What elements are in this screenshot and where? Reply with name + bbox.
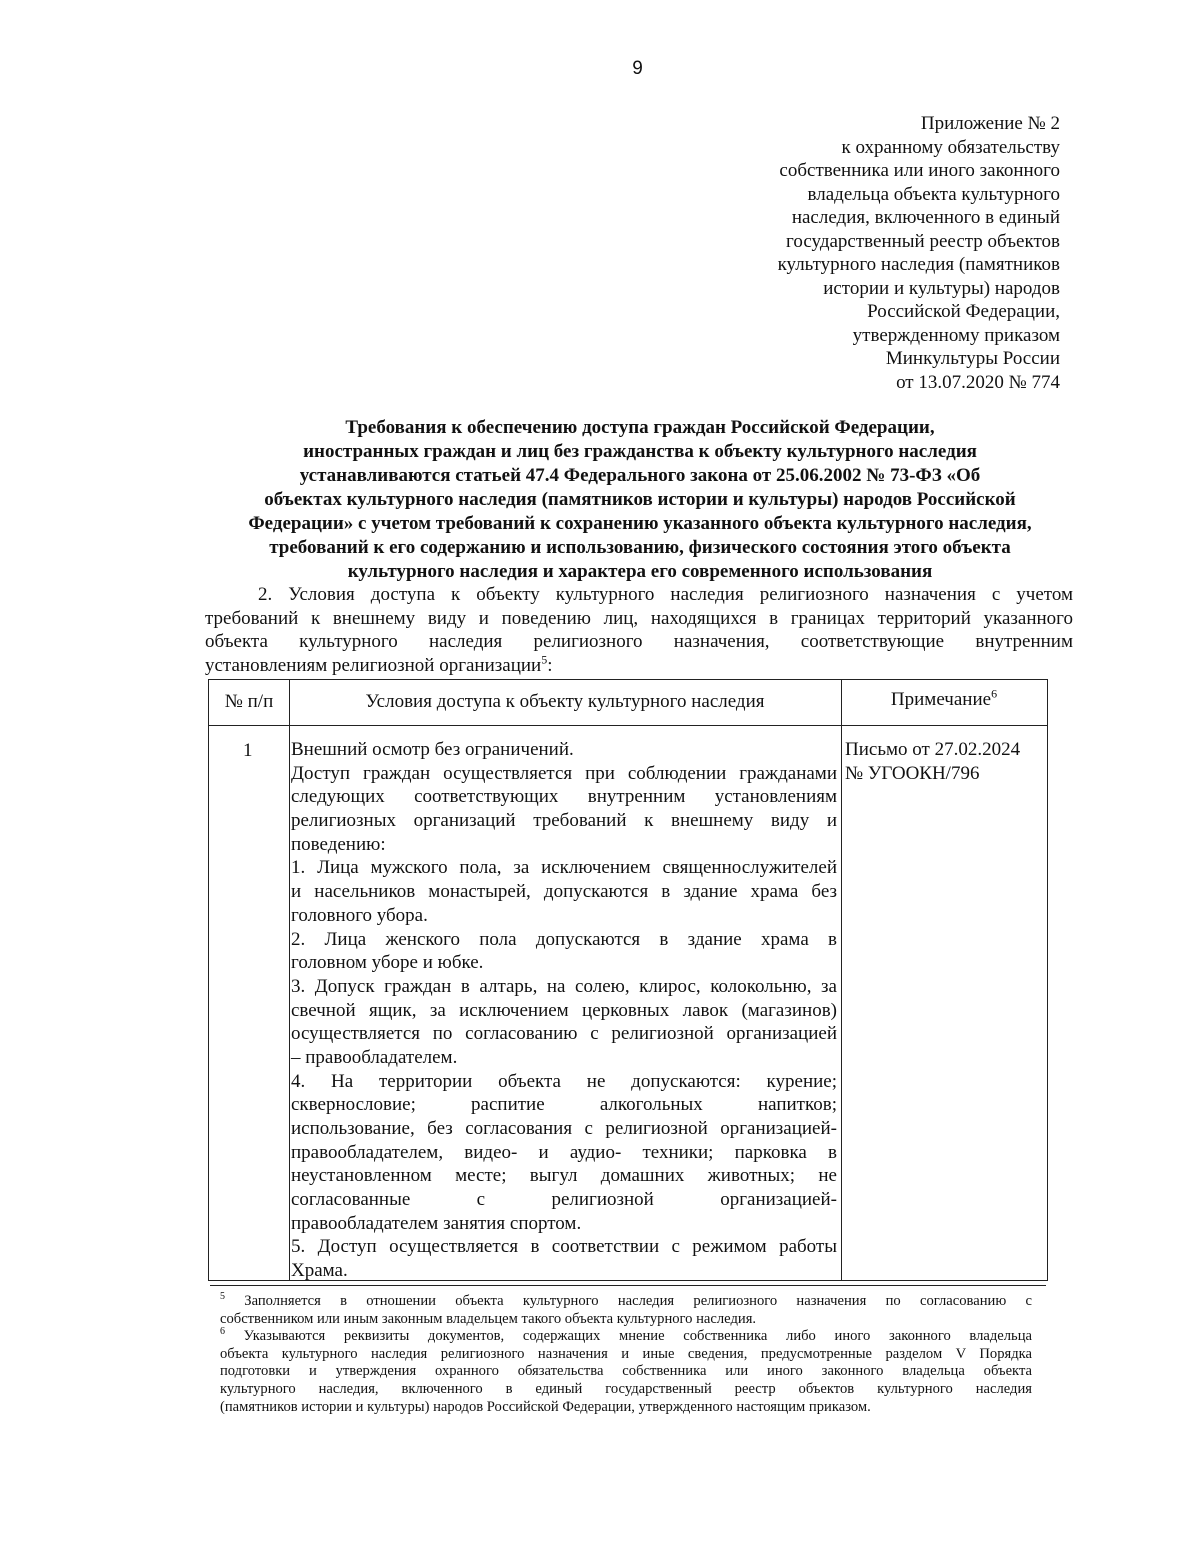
conditions-line: и насельников монастырей, допускаются в здание храма без xyxy=(291,881,837,903)
conditions-line: 3. Допуск граждан в алтарь, на солею, клирос, колокольню, за xyxy=(291,975,837,997)
conditions-line: Доступ граждан осуществляется при соблюдении гражданами xyxy=(291,762,837,784)
page-number: 9 xyxy=(632,58,643,79)
appendix-line: к охранному обязательству xyxy=(841,136,1060,158)
footnote-text: Заполняется в отношении объекта культурного наследия религиозного назначения по согласованию с xyxy=(244,1293,1032,1309)
conditions-line: использование, без согласования с религиозной организацией- xyxy=(291,1118,837,1139)
footnote-text: культурного наследия, включенного в единый государственный реестр объектов культурного наследия xyxy=(220,1380,1032,1397)
footnote-text: (памятников истории и культуры) народов Российской Федерации, утвержденного настоящим приказом. xyxy=(220,1398,871,1415)
header-note-text: Примечание xyxy=(890,689,992,710)
intro-line: объекта культурного наследия религиозного назначения, соответствующие внутренним xyxy=(205,631,1073,652)
conditions-line: согласованные с религиозной организацией- xyxy=(291,1189,837,1211)
heading-line: устанавливаются статьей 47.4 Федерального закона от 25.06.2002 № 73-ФЗ «Об xyxy=(299,465,981,486)
conditions-line: головного убора. xyxy=(291,904,428,926)
heading-line: Требования к обеспечению доступа граждан Российской Федерации, xyxy=(345,417,935,438)
conditions-line: 4. На территории объекта не допускаются: курение; xyxy=(291,1070,837,1092)
conditions-line: головном уборе и юбке. xyxy=(291,952,484,974)
appendix-line: владельца объекта культурного xyxy=(807,183,1060,205)
heading-line: требований к его содержанию и использованию, физического состояния этого объекта xyxy=(269,537,1011,558)
conditions-line: правообладателем занятия спортом. xyxy=(291,1212,582,1234)
note-line: № УГООКН/796 xyxy=(845,762,980,784)
conditions-line: сквернословие; распитие алкогольных напитков; xyxy=(291,1094,837,1116)
intro-paragraph xyxy=(205,583,1073,677)
document-heading xyxy=(200,416,1080,584)
intro-line: требований к внешнему виду и поведению лиц, находящихся в границах территорий указанного xyxy=(205,607,1073,629)
table-divider xyxy=(289,680,290,1280)
footnote-separator xyxy=(210,1285,1046,1286)
table-divider xyxy=(209,725,1047,726)
appendix-line: собственника или иного законного xyxy=(779,160,1060,181)
header-note xyxy=(841,686,1047,711)
appendix-line: истории и культуры) народов xyxy=(823,277,1060,299)
intro-line-text: установлениям религиозной организации xyxy=(205,654,542,676)
footnote-mark-6: 6 xyxy=(220,1326,225,1338)
footnote-text: подготовки и утверждения охранного обязательства собственника или иного законного владельца объекта xyxy=(220,1363,1032,1380)
appendix-line: Российской Федерации, xyxy=(867,301,1060,322)
conditions-line: свечной ящик, за исключением церковных лавок (магазинов) xyxy=(291,999,837,1021)
appendix-line: культурного наследия (памятников xyxy=(777,254,1060,275)
footnote-ref-5: 5 xyxy=(541,652,548,667)
conditions-line: следующих соответствующих внутренним установлениям xyxy=(291,786,837,808)
conditions-line: Внешний осмотр без ограничений. xyxy=(291,739,574,760)
header-conditions: Условия доступа к объекту культурного наследия xyxy=(365,691,765,712)
footnotes xyxy=(220,1293,1032,1416)
header-num: № п/п xyxy=(224,691,274,712)
conditions-line: 5. Доступ осуществляется в соответствии с режимом работы xyxy=(291,1236,837,1258)
heading-line: объектах культурного наследия (памятников истории и культуры) народов Российской xyxy=(264,489,1016,510)
conditions-line: правообладателем, видео- и аудио- техники; парковка в xyxy=(291,1141,837,1163)
appendix-header xyxy=(640,112,1060,394)
footnote-5-line xyxy=(220,1293,1032,1311)
note-line: Письмо от 27.02.2024 xyxy=(845,739,1021,760)
intro-end-punct: : xyxy=(547,654,553,676)
footnote-text: объекта культурного наследия религиозного назначения и иные сведения, предусмотренные разделом V Порядка xyxy=(220,1345,1032,1362)
note-cell xyxy=(845,738,1043,785)
heading-line: культурного наследия и характера его современного использования xyxy=(347,561,933,582)
heading-line: Федерации» с учетом требований к сохранению указанного объекта культурного наследия, xyxy=(248,513,1032,534)
footnote-text: собственником или иным законным владельцем такого объекта культурного наследия. xyxy=(220,1310,757,1327)
conditions-line: Храма. xyxy=(291,1260,348,1282)
footnote-mark-5: 5 xyxy=(220,1291,225,1303)
appendix-line: наследия, включенного в единый xyxy=(791,207,1060,228)
intro-line-last xyxy=(205,654,1073,678)
row-number: 1 xyxy=(243,740,253,761)
appendix-line: от 13.07.2020 № 774 xyxy=(896,371,1060,393)
appendix-line: государственный реестр объектов xyxy=(786,230,1060,252)
conditions-line: неустановленном месте; выгул домашних животных; не xyxy=(291,1165,837,1187)
conditions-line: 2. Лица женского пола допускаются в здание храма в xyxy=(291,928,837,950)
footnote-ref-6: 6 xyxy=(991,686,998,701)
conditions-line: 1. Лица мужского пола, за исключением священнослужителей xyxy=(291,857,837,879)
appendix-line: Минкультуры России xyxy=(885,348,1060,369)
footnote-text: Указываются реквизиты документов, содержащих мнение собственника либо иного законного владельца xyxy=(243,1328,1032,1345)
heading-line: иностранных граждан и лиц без гражданства к объекту культурного наследия xyxy=(303,441,977,462)
conditions-cell xyxy=(291,738,837,1283)
conditions-line: – правообладателем. xyxy=(291,1046,458,1068)
conditions-line: поведению: xyxy=(291,833,386,855)
appendix-line: Приложение № 2 xyxy=(920,113,1060,134)
conditions-line: религиозных организаций требований к внешнему виду и xyxy=(291,810,837,832)
appendix-line: утвержденному приказом xyxy=(852,324,1060,346)
footnote-6-line xyxy=(220,1328,1032,1346)
conditions-line: осуществляется по согласованию с религиозной организацией xyxy=(291,1023,837,1045)
table-divider xyxy=(841,680,842,1280)
access-conditions-table xyxy=(208,679,1048,1281)
intro-line: 2. Условия доступа к объекту культурного наследия религиозного назначения с учетом xyxy=(258,584,1073,605)
